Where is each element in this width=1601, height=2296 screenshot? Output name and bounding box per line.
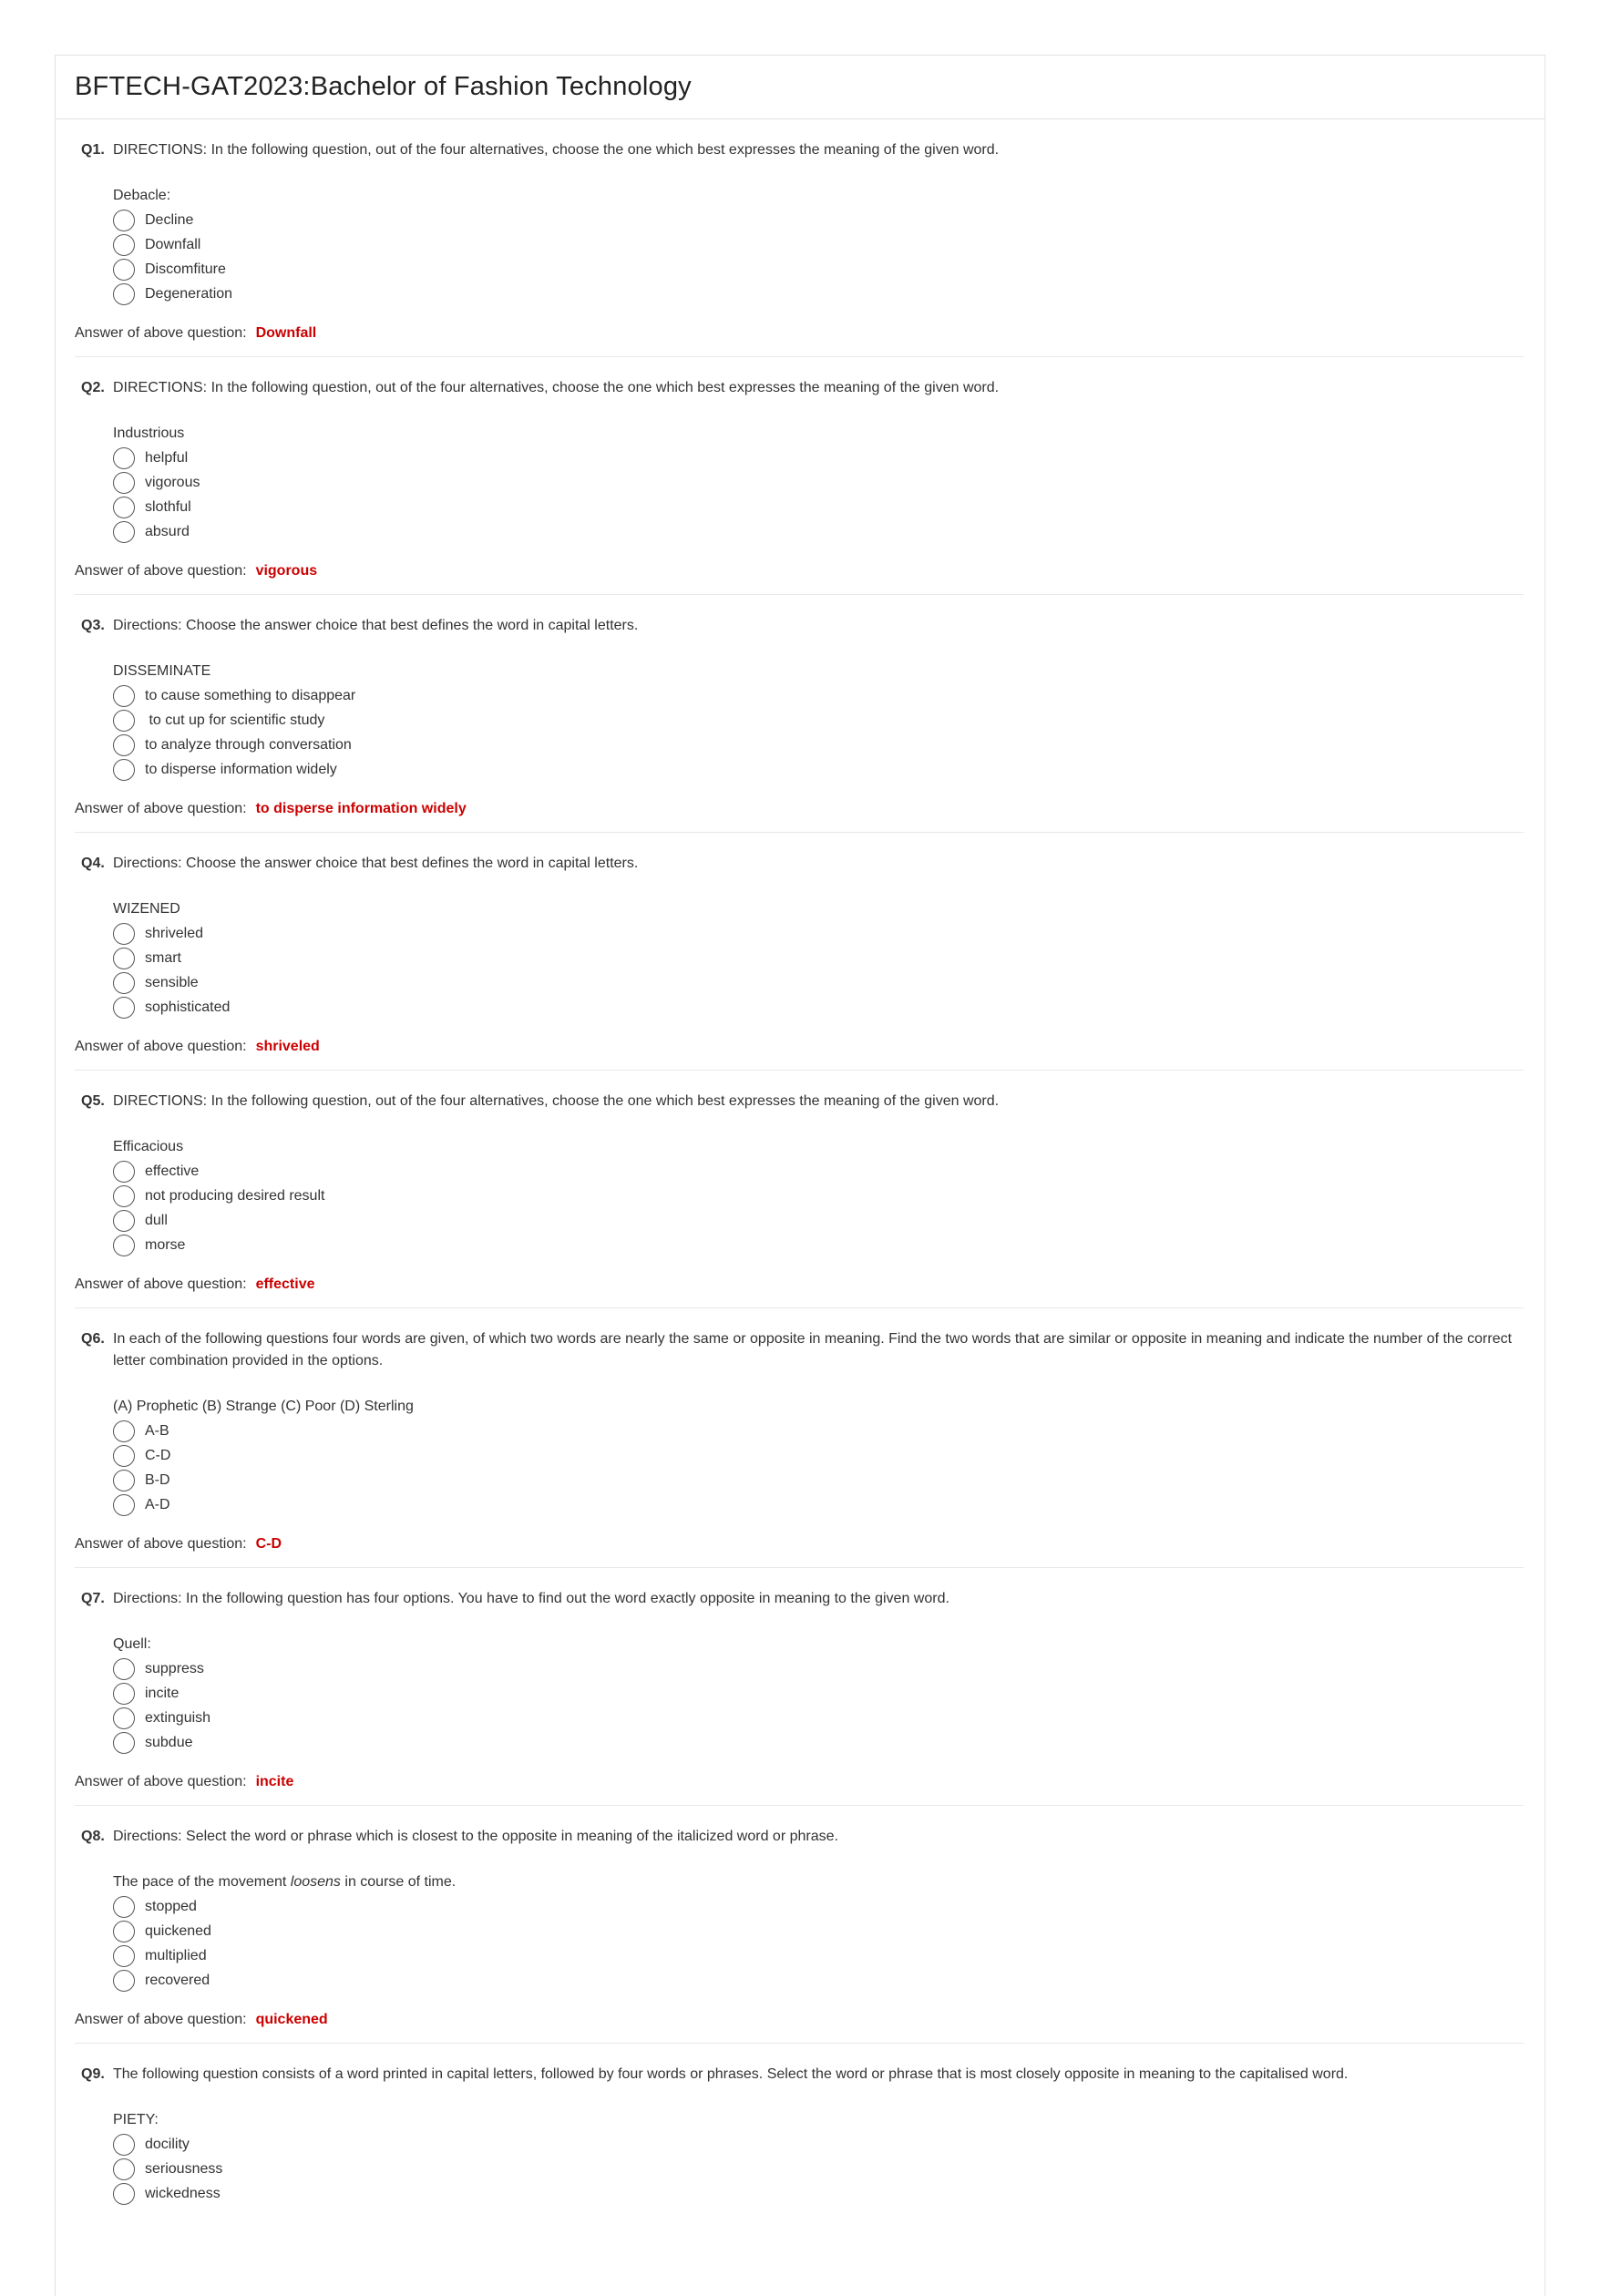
- option-label: extinguish: [145, 1709, 211, 1726]
- option-label: helpful: [145, 449, 189, 466]
- question-text: DIRECTIONS: In the following question, out of the four alternatives, choose the one which best expresses the meaning of the given word.: [113, 142, 1000, 158]
- option-label: slothful: [145, 498, 191, 515]
- options-group: [113, 1656, 210, 1755]
- question-text: Directions: Choose the answer choice that best defines the word in capital letters.: [113, 618, 639, 633]
- option[interactable]: [113, 1681, 210, 1706]
- question-number: Q9.: [81, 2066, 105, 2082]
- question-number: Q4.: [81, 856, 105, 871]
- question-word: PIETY:: [113, 2112, 159, 2127]
- question-header: [81, 615, 1514, 637]
- option-label: sophisticated: [145, 999, 231, 1015]
- option[interactable]: [113, 757, 355, 782]
- answer-line: [75, 1036, 320, 1058]
- answer-label: Answer of above question:: [75, 1276, 247, 1292]
- option-label: smart: [145, 949, 181, 966]
- question-header: [81, 1826, 1514, 1848]
- option[interactable]: [113, 2132, 222, 2157]
- question-text: DIRECTIONS: In the following question, out of the four alternatives, choose the one which best expresses the meaning of the given word.: [113, 380, 1000, 395]
- options-group: [113, 1159, 324, 1257]
- radio-button[interactable]: [113, 2183, 135, 2205]
- option-label: not producing desired result: [145, 1187, 325, 1204]
- answer-line: [75, 1274, 314, 1296]
- answer-value: quickened: [255, 2012, 328, 2027]
- radio-button[interactable]: [113, 685, 135, 707]
- option-label: vigorous: [145, 474, 200, 490]
- option[interactable]: [113, 1730, 210, 1755]
- radio-button[interactable]: [113, 710, 135, 732]
- option-label: Decline: [145, 211, 194, 228]
- question-9: [75, 2044, 1524, 2281]
- question-word: Efficacious: [113, 1139, 184, 1154]
- option-label: C-D: [145, 1447, 171, 1463]
- option[interactable]: [113, 2181, 222, 2206]
- answer-label: Answer of above question:: [75, 801, 247, 816]
- radio-button[interactable]: [113, 497, 135, 518]
- options-group: [113, 683, 355, 782]
- option[interactable]: [113, 1492, 170, 1517]
- option[interactable]: [113, 470, 200, 495]
- radio-button[interactable]: [113, 1658, 135, 1680]
- question-number: Q2.: [81, 380, 105, 395]
- question-number: Q6.: [81, 1331, 105, 1347]
- radio-button[interactable]: [113, 1732, 135, 1754]
- answer-label: Answer of above question:: [75, 325, 247, 341]
- option-label: recovered: [145, 1972, 210, 1988]
- option-label: Discomfiture: [145, 261, 226, 277]
- radio-button[interactable]: [113, 1470, 135, 1491]
- option-label: dull: [145, 1212, 168, 1228]
- answer-value: C-D: [255, 1536, 282, 1552]
- options-group: [113, 208, 232, 306]
- option[interactable]: [113, 232, 232, 257]
- option[interactable]: [113, 208, 232, 232]
- radio-button[interactable]: [113, 972, 135, 994]
- question-7: [75, 1568, 1524, 1806]
- question-number: Q1.: [81, 142, 105, 158]
- question-header: [81, 1588, 1514, 1610]
- question-6: [75, 1308, 1524, 1568]
- question-header: [81, 1091, 1514, 1112]
- option-label: to cut up for scientific study: [145, 712, 325, 728]
- answer-value: Downfall: [255, 325, 317, 341]
- option[interactable]: [113, 1159, 324, 1184]
- option[interactable]: [113, 1443, 170, 1468]
- radio-button[interactable]: [113, 997, 135, 1019]
- option[interactable]: [113, 2157, 222, 2181]
- option[interactable]: [113, 495, 200, 519]
- question-8: [75, 1806, 1524, 2044]
- option-label: morse: [145, 1236, 186, 1253]
- options-group: [113, 1419, 170, 1517]
- question-1: [75, 119, 1524, 357]
- question-word: DISSEMINATE: [113, 663, 211, 679]
- answer-line: [75, 798, 467, 820]
- option[interactable]: [113, 1233, 324, 1257]
- answer-label: Answer of above question:: [75, 1774, 247, 1789]
- question-sentence: [113, 1871, 456, 1893]
- radio-button[interactable]: [113, 1161, 135, 1183]
- option-label: quickened: [145, 1922, 211, 1939]
- question-header: [81, 1328, 1514, 1372]
- question-header: [81, 853, 1514, 875]
- radio-button[interactable]: [113, 210, 135, 231]
- option-label: wickedness: [145, 2185, 221, 2201]
- radio-button[interactable]: [113, 1235, 135, 1256]
- radio-button[interactable]: [113, 734, 135, 756]
- option-label: sensible: [145, 974, 199, 990]
- option-label: to disperse information widely: [145, 761, 337, 777]
- radio-button[interactable]: [113, 1445, 135, 1467]
- option[interactable]: [113, 921, 230, 946]
- question-4: [75, 833, 1524, 1071]
- option-label: docility: [145, 2136, 190, 2152]
- options-group: [113, 1894, 211, 1993]
- question-word: Industrious: [113, 425, 185, 441]
- option[interactable]: [113, 1419, 170, 1443]
- question-number: Q5.: [81, 1093, 105, 1109]
- option[interactable]: [113, 1706, 210, 1730]
- option[interactable]: [113, 1943, 211, 1968]
- radio-button[interactable]: [113, 521, 135, 543]
- option-label: Downfall: [145, 236, 201, 252]
- radio-button[interactable]: [113, 1494, 135, 1516]
- question-text: Directions: In the following question has four options. You have to find out the word exactly opposite in meaning to the given word.: [113, 1591, 949, 1606]
- radio-button[interactable]: [113, 2158, 135, 2180]
- option-label: A-D: [145, 1496, 170, 1512]
- option[interactable]: [113, 1968, 211, 1993]
- option-label: suppress: [145, 1660, 204, 1676]
- italicized-word: loosens: [290, 1874, 341, 1890]
- question-word: WIZENED: [113, 901, 180, 917]
- option-label: incite: [145, 1685, 180, 1701]
- radio-button[interactable]: [113, 1185, 135, 1207]
- question-text: Directions: Select the word or phrase which is closest to the opposite in meaning of the italicized word or phrase.: [113, 1829, 838, 1844]
- option-label: shriveled: [145, 925, 204, 941]
- question-header: [81, 139, 1514, 161]
- option[interactable]: [113, 1184, 324, 1208]
- answer-line: [75, 1771, 293, 1793]
- question-number: Q8.: [81, 1829, 105, 1844]
- page-title: BFTECH-GAT2023:Bachelor of Fashion Technology: [75, 72, 692, 101]
- question-text: The following question consists of a word printed in capital letters, followed by four words or phrases. Select the word or phrase that is most closely opposite in meaning to the capitalised word.: [113, 2066, 1349, 2082]
- radio-button[interactable]: [113, 759, 135, 781]
- option-label: Degeneration: [145, 285, 233, 302]
- question-word: Quell:: [113, 1636, 151, 1652]
- answer-line: [75, 1533, 282, 1555]
- option[interactable]: [113, 1919, 211, 1943]
- option[interactable]: [113, 970, 230, 995]
- option-label: seriousness: [145, 2160, 223, 2177]
- radio-button[interactable]: [113, 1945, 135, 1967]
- answer-label: Answer of above question:: [75, 1039, 247, 1054]
- options-group: [113, 446, 200, 544]
- radio-button[interactable]: [113, 923, 135, 945]
- option[interactable]: [113, 683, 355, 708]
- sentence-end: in course of time.: [340, 1874, 457, 1890]
- options-group: [113, 921, 230, 1020]
- answer-line: [75, 560, 317, 582]
- option[interactable]: [113, 733, 355, 757]
- question-2: [75, 357, 1524, 595]
- answer-line: [75, 2009, 328, 2031]
- option[interactable]: [113, 708, 355, 733]
- option[interactable]: [113, 282, 232, 306]
- radio-button[interactable]: [113, 1707, 135, 1729]
- radio-button[interactable]: [113, 259, 135, 281]
- question-header: [81, 2064, 1514, 2086]
- question-word: (A) Prophetic (B) Strange (C) Poor (D) Sterling: [113, 1399, 414, 1414]
- radio-button[interactable]: [113, 1896, 135, 1918]
- answer-value: shriveled: [255, 1039, 320, 1054]
- option-label: subdue: [145, 1734, 193, 1750]
- answer-value: effective: [255, 1276, 315, 1292]
- question-header: [81, 377, 1514, 399]
- answer-value: vigorous: [255, 563, 318, 579]
- answer-line: [75, 323, 316, 344]
- answer-label: Answer of above question:: [75, 1536, 247, 1552]
- radio-button[interactable]: [113, 1683, 135, 1705]
- radio-button[interactable]: [113, 948, 135, 969]
- sentence-start: The pace of the movement: [113, 1874, 291, 1890]
- radio-button[interactable]: [113, 472, 135, 494]
- question-5: [75, 1071, 1524, 1308]
- option[interactable]: [113, 519, 200, 544]
- page-header: [56, 56, 1545, 119]
- answer-label: Answer of above question:: [75, 2012, 247, 2027]
- answer-value: to disperse information widely: [255, 801, 467, 816]
- question-text: DIRECTIONS: In the following question, out of the four alternatives, choose the one which best expresses the meaning of the given word.: [113, 1093, 1000, 1109]
- question-word: Debacle:: [113, 188, 171, 203]
- option[interactable]: [113, 1656, 210, 1681]
- option[interactable]: [113, 1208, 324, 1233]
- radio-button[interactable]: [113, 1921, 135, 1942]
- answer-value: incite: [255, 1774, 294, 1789]
- options-group: [113, 2132, 222, 2206]
- option-label: absurd: [145, 523, 190, 539]
- radio-button[interactable]: [113, 1210, 135, 1232]
- option-label: to cause something to disappear: [145, 687, 356, 703]
- question-number: Q7.: [81, 1591, 105, 1606]
- radio-button[interactable]: [113, 1420, 135, 1442]
- question-text: In each of the following questions four words are given, of which two words are nearly the same or opposite in meaning. Find the two words that are similar or opposite in meaning and indicate the number of the correct letter combination provided in the options.: [113, 1331, 1513, 1368]
- option[interactable]: [113, 257, 232, 282]
- option[interactable]: [113, 1468, 170, 1492]
- radio-button[interactable]: [113, 2134, 135, 2156]
- option-label: multiplied: [145, 1947, 207, 1963]
- radio-button[interactable]: [113, 234, 135, 256]
- radio-button[interactable]: [113, 283, 135, 305]
- option-label: effective: [145, 1163, 200, 1179]
- option[interactable]: [113, 995, 230, 1020]
- option-label: B-D: [145, 1471, 170, 1488]
- exam-sheet: [55, 55, 1545, 2296]
- radio-button[interactable]: [113, 1970, 135, 1992]
- radio-button[interactable]: [113, 447, 135, 469]
- option-label: stopped: [145, 1898, 197, 1914]
- option[interactable]: [113, 446, 200, 470]
- question-list: [56, 119, 1545, 2281]
- option-label: to analyze through conversation: [145, 736, 352, 753]
- option-label: A-B: [145, 1422, 169, 1439]
- answer-label: Answer of above question:: [75, 563, 247, 579]
- option[interactable]: [113, 1894, 211, 1919]
- question-number: Q3.: [81, 618, 105, 633]
- question-3: [75, 595, 1524, 833]
- option[interactable]: [113, 946, 230, 970]
- question-text: Directions: Choose the answer choice that best defines the word in capital letters.: [113, 856, 639, 871]
